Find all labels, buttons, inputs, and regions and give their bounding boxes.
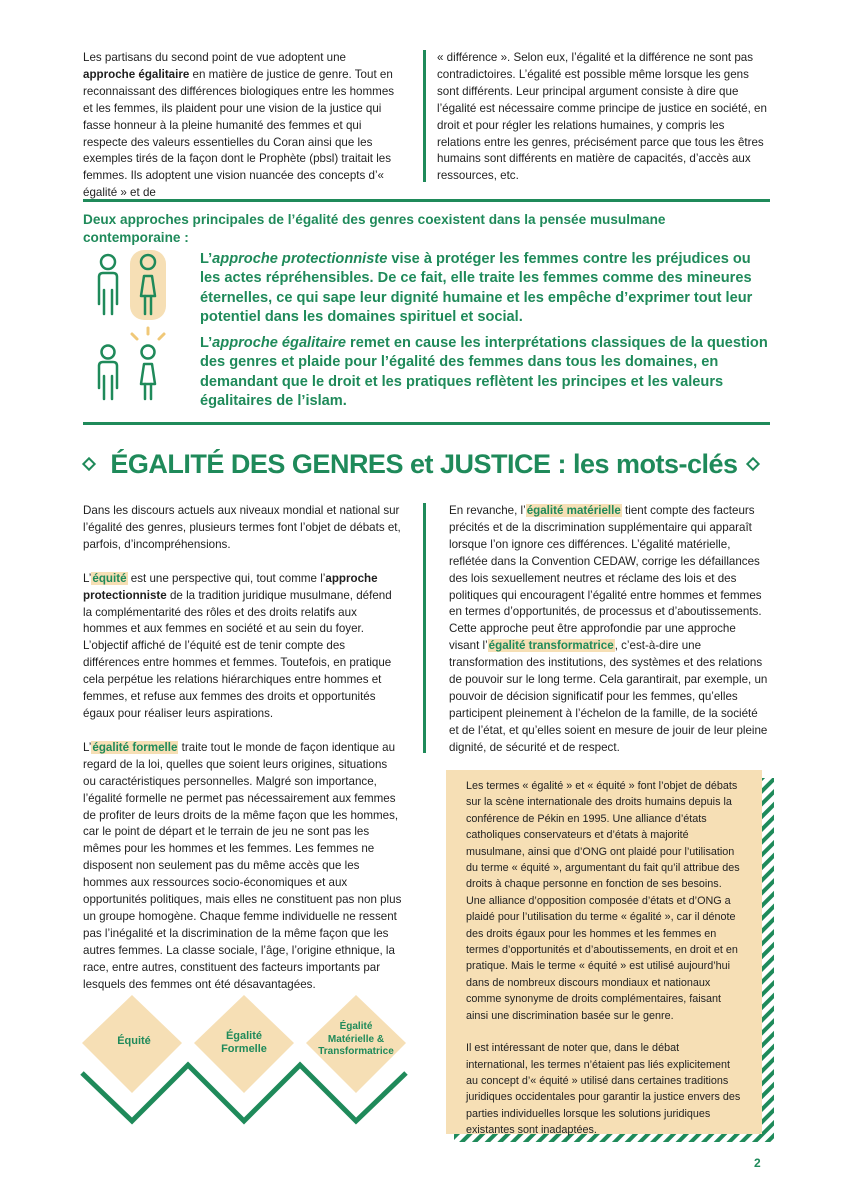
box-paragraph-1: Les termes « égalité » et « équité » font l’objet de débats sur la scène internationale des droits humains depuis la conférence de Pékin en 1995. Une alliance d’états catholiques conservateurs et d’états à majorité musulmane, ainsi que d’ONG ont plaidé pour l’utilisation du terme « équité », argumentant du fait qu’il attribue des droits à chaque personne en fonction de ses besoins. Une alliance d’opposition composée d’états et d’ONG a plaidé pour l’utilisation du terme « égalité », car il dénote des droits égaux pour les hommes et les femmes en termes d’opportunités et d’aboutissements, en droit et en pratique. Mais le terme « équité » est utilisé aujourd’hui dans de nombreux discours mondiaux et nationaux comme synonyme de droits complémentaires, faisant ainsi une discrimination basée sur le genre. (466, 780, 740, 1022)
intro-left-column: Les partisans du second point de vue adoptent une approche égalitaire en matière de justice de genre. Tout en reconnaissant des différences biologiques entre les hommes et les femmes, ils plaident pour une vision de la justice qui fasse honneur à la pleine humanité des femmes et qui respecte des valeurs essentielles du Coran ainsi que les exemples tirés de la façon dont le Prophète (pbsl) traitait les femmes. Ils adoptent une vision nuancée des concepts d’« égalité » et de (83, 51, 395, 200)
section-title: ÉGALITÉ DES GENRES et JUSTICE : les mots-clés (110, 449, 738, 479)
keywords-right-column: En revanche, l’égalité matérielle tient compte des facteurs précités et de la discrimination supplémentaire qui apparaît lorsque l’on ignore ces différences. L’égalité matérielle, reflétée dans la Convention CEDAW, corrige les défaillances des lois sexuellement neutres et réclame des lois et des politiques qui encouragent l’égalité entre hommes et femmes en termes d’opportunités, de processus et d’aboutissements. Cette approche peut être approfondie par une approche visant l’égalité transformatrice, c’est-à-dire une transformation des institutions, des systèmes et des relations de pouvoir sur le long terme. Cela garantirait, par exemple, un pouvoir de décision significatif pour les femmes, qu’elles participent pleinement à l’échelon de la famille, de la société et de l’état, et qu’elles soient en mesure de jouir de leur pleine dignité, de sécurité et de respect. (449, 504, 768, 754)
term-equite: équité (92, 571, 127, 585)
paragraph-egalite-formelle: L’égalité formelle traite tout le monde de façon identique au regard de la loi, quelles que soient leurs origines, situations ou caractéristiques personnelles. Malgré son importance, l’égalité formelle ne permet pas nécessairement aux femmes de profiter de leurs droits de la même façon que les hommes, car le point de départ et le terrain de jeu ne sont pas les mêmes pour les hommes et les femmes. Les femmes ne disposent non seulement pas du même accès que les hommes aux ressources socio-économiques et aux opportunités politiques, mais elles ne constituent pas non plus un groupe homogène. Chaque femme individuelle ne ressent pas l’inégalité et la discrimination de la même façon que les autres femmes. La classe sociale, l’âge, l’origine ethnique, la race, entre autres, constituent des facteurs importants par lesquels des femmes ont été désavantagées. (83, 740, 402, 991)
diamond-left-icon (82, 457, 96, 471)
diamond-label-equite: Équité (117, 1035, 151, 1047)
term-egalite-materielle: égalité matérielle (526, 504, 621, 517)
column-divider-lower (423, 503, 426, 753)
paragraph-intro: Dans les discours actuels aux niveaux mondial et national sur l’égalité des genres, plusieurs termes font l’objet de débats et, parfois, d’incompréhensions. (83, 504, 401, 551)
egalitarian-description: L’approche égalitaire remet en cause les interprétations classiques de la question des genres et plaide pour l’égalité des femmes dans tous les domaines, en demandant que le droit et les pratiques reflètent les principes et les valeurs égalitaires de l’islam. (200, 335, 768, 409)
protectionist-people-icon (92, 246, 174, 322)
column-divider (423, 50, 426, 182)
paragraph-equite: L’équité est une perspective qui, tout comme l’approche protectionniste de la tradition juridique musulmane, défend la complémentarité des rôles et des droits relatifs aux hommes et aux femmes en société et au sein du foyer. L’objectif affiché de l’équité est de tenir compte des différences entre hommes et femmes. Toutefois, en pratique cela perpétue les relations hiérarchiques entre hommes et femmes, et refuse aux femmes des droits et opportunités égaux pour réaliser leurs aspirations. (83, 571, 392, 720)
intro-right-column: « différence ». Selon eux, l’égalité et la différence ne sont pas contradictoires. L’égalité est possible même lorsque les gens sont différents. Leur principal argument consiste à dire que l’égalité est nécessaire comme principe de justice en société, en droit et pour régler les relations humaines, y compris les relations entre les genres, précisément parce que tous les êtres humains sont différents en matière de capacités, d’accès aux ressources, etc. (437, 51, 767, 183)
protectionist-description: L’approche protectionniste vise à protéger les femmes contre les préjudices ou les actes répréhensibles. De ce fait, elle traite les femmes comme des mineures éternelles, ce qui sape leur dignité humaine et les empêche d’exprimer tout leur potentiel dans les domaines spirituel et social. (200, 251, 753, 325)
egalitarian-people-icon (92, 326, 174, 402)
box-paragraph-2: Il est intéressant de noter que, dans le débat international, les termes n’étaient pas liés explicitement au concept d’« équité » utilisé dans certaines traditions juridiques occidentales pour garantir la justice envers des parties individuelles lorsque les solutions juridiques existantes sont inadaptées. (466, 1042, 741, 1137)
term-egalite-formelle: égalité formelle (92, 740, 178, 754)
divider-top (83, 199, 770, 202)
approaches-intro: Deux approches principales de l’égalité des genres coexistent dans la pensée musulmane contemporaine : (83, 212, 666, 245)
term-egalite-transformatrice: égalité transformatrice (488, 639, 614, 653)
page-number: 2 (754, 1156, 761, 1170)
diamond-label-egalite-formelle: Égalité Formelle (221, 1030, 267, 1055)
keywords-left-column (83, 503, 403, 993)
divider-bottom (83, 422, 770, 425)
info-box (446, 770, 762, 1137)
diamond-label-egalite-materielle: Égalité Matérielle & Transformatrice (318, 1021, 394, 1057)
